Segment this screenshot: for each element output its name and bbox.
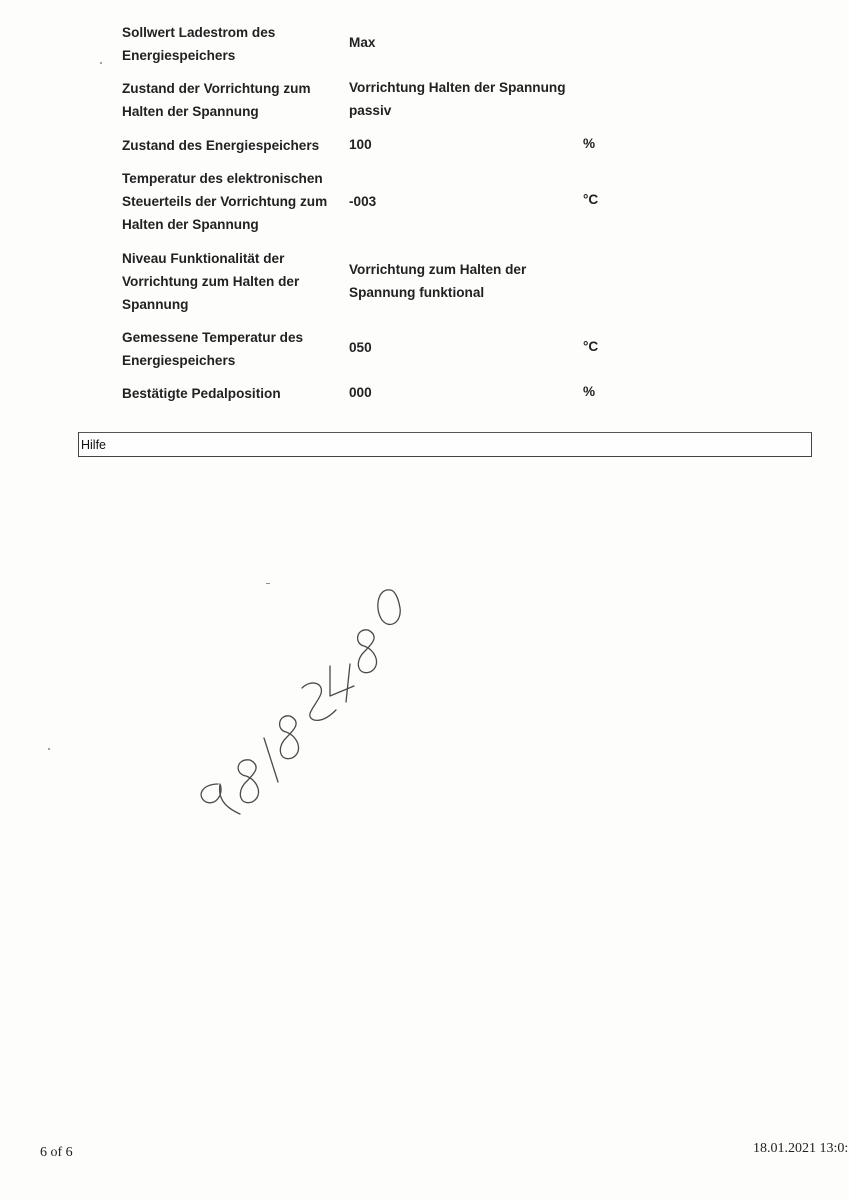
scan-speck (48, 748, 50, 750)
parameter-unit: % (583, 384, 596, 399)
parameter-value: Max (349, 35, 376, 50)
parameter-value: Vorrichtung zum Halten der Spannung funktional (349, 262, 527, 300)
parameter-name: Zustand der Vorrichtung zum Halten der Spannung (122, 81, 311, 119)
parameter-name: Zustand des Energiespeichers (122, 138, 320, 153)
help-bar[interactable] (78, 432, 812, 457)
help-label: Hilfe (81, 438, 107, 452)
parameter-value: 100 (349, 137, 372, 152)
scan-speck (266, 583, 270, 584)
parameter-value: 050 (349, 340, 372, 355)
scan-speck (100, 62, 102, 64)
parameter-name: Niveau Funktionalität der Vorrichtung zum Halten der Spannung (122, 251, 300, 312)
parameter-name: Temperatur des elektronischen Steuerteils der Vorrichtung zum Halten der Spannung (122, 171, 328, 232)
parameter-unit: % (583, 136, 596, 151)
parameter-value: 000 (349, 385, 372, 400)
parameter-name: Gemessene Temperatur des Energiespeichers (122, 330, 304, 368)
page-number: 6 of 6 (40, 1145, 73, 1160)
parameter-name: Bestätigte Pedalposition (122, 386, 281, 401)
parameter-unit: °C (583, 339, 599, 354)
parameter-value: -003 (349, 194, 377, 209)
handwritten-number-signature (180, 570, 410, 830)
print-datetime: 18.01.2021 13:0: (753, 1141, 849, 1156)
parameter-name: Sollwert Ladestrom des Energiespeichers (122, 25, 276, 63)
parameter-value: Vorrichtung Halten der Spannung passiv (349, 80, 566, 118)
parameter-unit: °C (583, 192, 599, 207)
